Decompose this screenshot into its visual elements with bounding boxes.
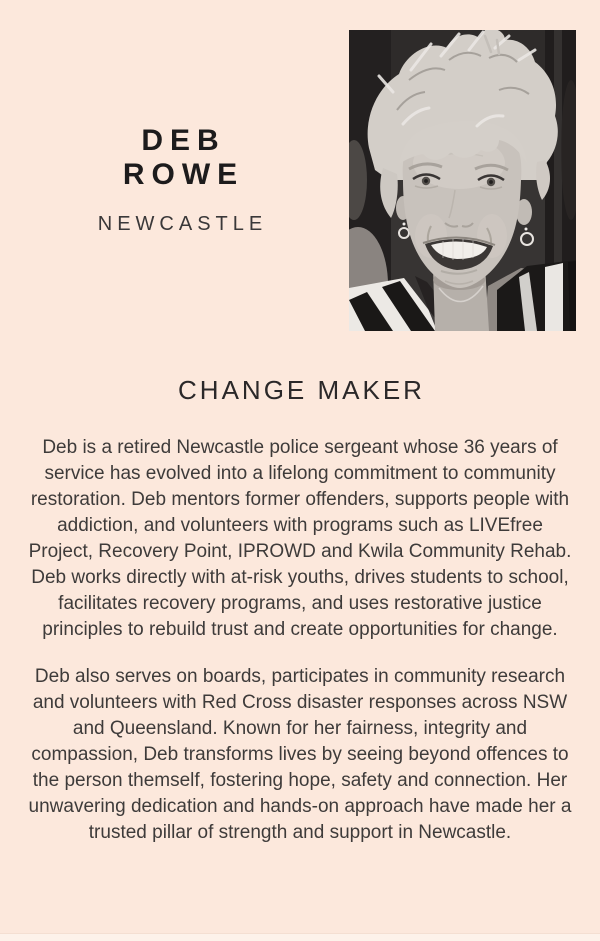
last-name: ROWE xyxy=(122,157,245,191)
profile-header xyxy=(0,0,600,331)
first-name: DEB xyxy=(141,123,226,157)
portrait-photo-illustration xyxy=(349,30,576,331)
bio-paragraph-1: Deb is a retired Newcastle police sergeant whose 36 years of service has evolved into a lifelong commitment to community restoration. Deb mentors former offenders, supports people with addiction, and volunteers with programs such as LIVEfree Project, Recovery Point, IPROWD and Kwila Community Rehab. Deb works directly with at-risk youths, drives students to school, facilitates recovery programs, and uses restorative justice principles to rebuild trust and create opportunities for change. xyxy=(28,437,572,640)
profile-name xyxy=(116,124,244,192)
portrait-photo xyxy=(349,30,576,331)
profile-location: NEWCASTLE xyxy=(97,212,268,235)
page-footer-strip xyxy=(0,933,600,941)
bio-section xyxy=(0,435,600,846)
bio-paragraph-2: Deb also serves on boards, participates in community research and volunteers with Red Cross disaster responses across NSW and Queensland. Known for her fairness, integrity and compassion, Deb transforms lives by seeing beyond offences to the person themself, fostering hope, safety and connection. Her unwavering dedication and hands-on approach have made her a trusted pillar of strength and support in Newcastle. xyxy=(28,666,572,843)
role-heading: CHANGE MAKER xyxy=(178,375,425,405)
name-column xyxy=(0,0,349,331)
